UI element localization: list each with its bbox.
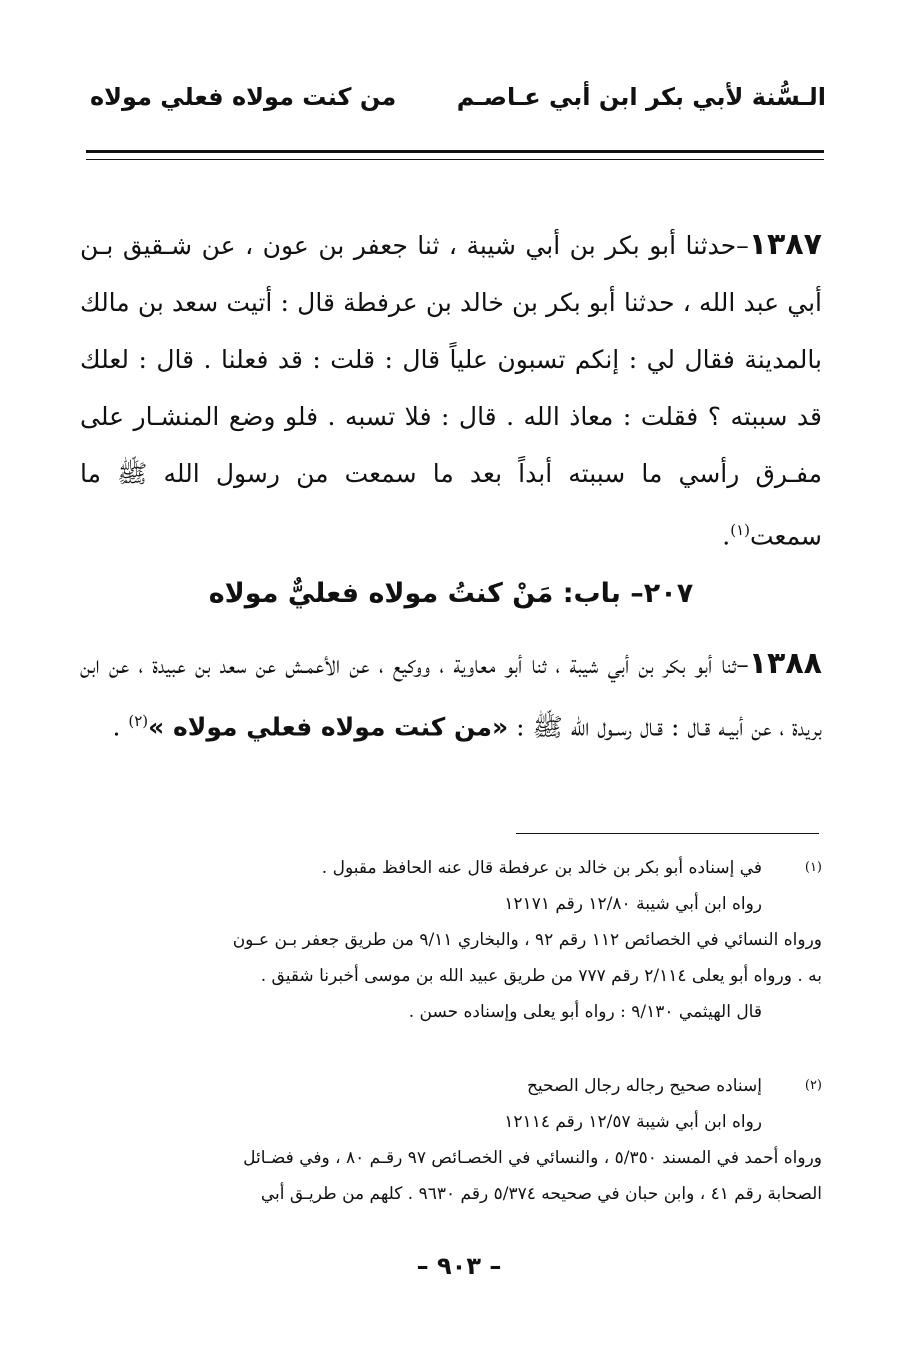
footnote-marker: (١) <box>804 860 822 875</box>
footnote-separator <box>516 833 819 834</box>
footnote-line: رواه ابن أبي شيبة ١٢/٨٠ رقم ١٢١٧١ <box>504 894 762 914</box>
hadith-quote: «من كنت مولاه فعلي مولاه » <box>148 712 509 742</box>
running-header <box>90 72 826 122</box>
footnote-line: الصحابة رقم ٤١ ، وابن حبان في صحيحه ٥/٣٧٤ رقم ٩٦٣٠ . كلهم من طريـق أبي <box>260 1184 822 1204</box>
footnote-line: ورواه أحمد في المسند ٥/٣٥٠ ، والنسائي في الخصـائص ٩٧ رقـم ٨٠ ، وفي فضـائل <box>243 1148 822 1168</box>
footnote-marker: (٢) <box>804 1078 822 1093</box>
footnote-1 <box>80 850 822 1030</box>
hadith-end: . <box>722 521 731 551</box>
footnote-line: في إسناده أبو بكر بن خالد بن عرفطة قال عنه الحافظ مقبول . <box>321 858 762 878</box>
hadith-1388 <box>80 635 822 755</box>
footnote-line: به . ورواه أبو يعلى ٢/١١٤ رقم ٧٧٧ من طريق عبيد الله بن موسى أخبرنا شقيق . <box>260 966 822 986</box>
footnote-2 <box>80 1068 822 1212</box>
chapter-heading: ٢٠٧– باب: مَنْ كنتُ مولاه فعليٌّ مولاه <box>208 578 694 609</box>
footnote-ref: (١) <box>730 521 750 539</box>
footnote-line: قال الهيثمي ٩/١٣٠ : رواه أبو يعلى وإسناده حسن . <box>408 1002 762 1022</box>
page-number: – ٩٠٣ – <box>416 1252 502 1280</box>
chapter-running-title: من كنت مولاه فعلي مولاه <box>90 83 397 111</box>
header-rule-thick <box>86 150 824 153</box>
hadith-text: –حدثنا أبو بكر بن أبي شيبة ، ثنا جعفر بن عون ، عن شـقيق بـن أبي عبد الله ، حدثنا أبو بكر بن خالد بن عرفطة قال : أتيت سعد بن مالك بالمدينة فقال لي : إنكم تسبون علياً قال : قلت : قد فعلنا . قال : لعلك قد سببته ؟ فقلت : معاذ الله . قال : فلا تسبه . فلو وضع المنشـار على مفـرق رأسي ما سببته أبداً بعد ما سمعت من رسول الله ﷺ ما سمعت <box>80 231 822 551</box>
footnote-ref: (٢) <box>128 712 149 730</box>
hadith-1387 <box>80 216 822 564</box>
hadith-text: –ثنا أبو بكر بن أبي شيبة ، ثنا أبو معاوية ، ووكيع ، عن الأعمـش عن سعد بن عبيدة ، عن ابن بريدة ، عن أبيـه قـال : قـال رسـول الله ﷺ : <box>80 650 822 742</box>
book-title: الـسُّنة لأبي بكر ابن أبي عـاصـم <box>456 83 826 111</box>
footnote-line: ورواه النسائي في الخصائص ١١٢ رقم ٩٢ ، والبخاري ٩/١١ من طريق جعفر بـن عـون <box>232 930 822 950</box>
footnote-line: رواه ابن أبي شيبة ١٢/٥٧ رقم ١٢١١٤ <box>504 1112 762 1132</box>
hadith-number: ١٣٨٨ <box>748 646 822 681</box>
footnote-line: إسناده صحيح رجاله رجال الصحيح <box>526 1076 762 1096</box>
hadith-number: ١٣٨٧ <box>748 227 822 262</box>
hadith-end: . <box>112 712 121 742</box>
header-rule-thin <box>86 159 824 160</box>
